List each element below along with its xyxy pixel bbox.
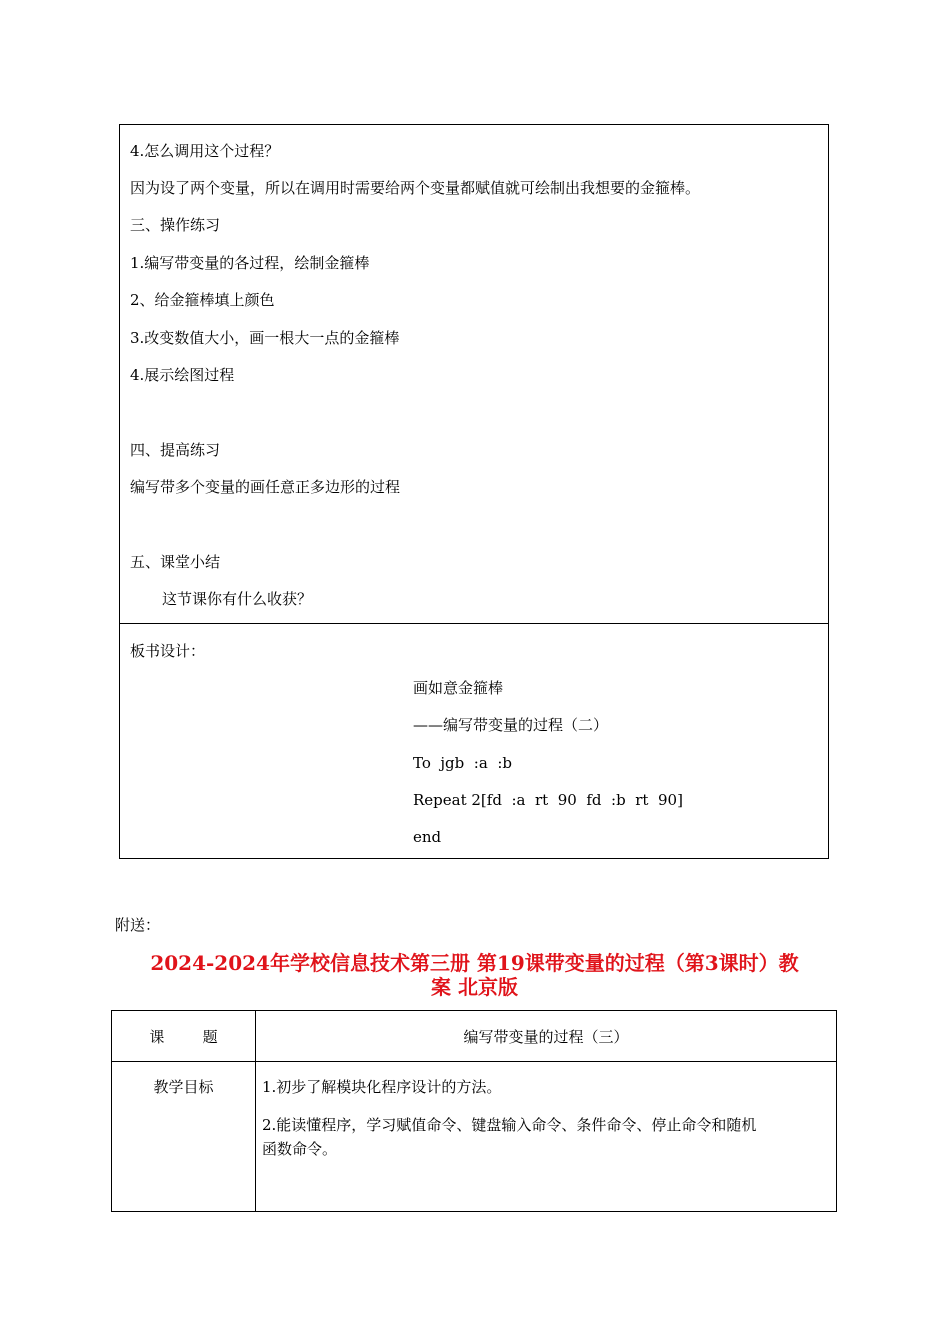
teaching-goal-item: 1.初步了解模块化程序设计的方法。 bbox=[262, 1078, 502, 1096]
section-heading-summary: 五、课堂小结 bbox=[130, 553, 221, 571]
board-title: 画如意金箍棒 bbox=[413, 679, 504, 697]
teaching-goal-item: 2.能读懂程序，学习赋值命令、键盘输入命令、条件命令、停止命令和随机 bbox=[262, 1116, 757, 1134]
board-code-line: Repeat 2[fd :a rt 90 fd :b rt 90] bbox=[413, 791, 683, 809]
practice-item: 4.展示绘图过程 bbox=[130, 366, 235, 384]
teaching-goal-item-cont: 函数命令。 bbox=[262, 1140, 338, 1158]
teaching-goals-label: 教学目标 bbox=[153, 1078, 214, 1096]
topic-value: 编写带变量的过程（三） bbox=[463, 1028, 629, 1046]
board-code-line: To jgb :a :b bbox=[413, 754, 512, 772]
topic-label: 课 题 bbox=[149, 1028, 218, 1046]
lesson-table-lower bbox=[111, 1010, 837, 1212]
appendix-label: 附送： bbox=[115, 916, 161, 934]
lesson-table-upper bbox=[119, 124, 829, 859]
document-title-line1: 2024-2024年学校信息技术第三册 第19课带变量的过程（第3课时）教 bbox=[150, 951, 799, 975]
row-divider bbox=[112, 1061, 836, 1062]
summary-question: 这节课你有什么收获？ bbox=[162, 590, 313, 608]
practice-item: 2、给金箍棒填上颜色 bbox=[130, 291, 275, 309]
section-heading-advanced: 四、提高练习 bbox=[130, 441, 221, 459]
answer-line: 因为设了两个变量，所以在调用时需要给两个变量都赋值就可绘制出我想要的金箍棒。 bbox=[130, 179, 701, 197]
board-design-label: 板书设计： bbox=[130, 642, 206, 660]
practice-item: 3.改变数值大小，画一根大一点的金箍棒 bbox=[130, 329, 400, 347]
section-heading-practice: 三、操作练习 bbox=[130, 216, 221, 234]
board-code-line: end bbox=[413, 828, 442, 846]
board-subtitle: ——编写带变量的过程（二） bbox=[413, 716, 609, 734]
advanced-item: 编写带多个变量的画任意正多边形的过程 bbox=[130, 478, 401, 496]
document-title-line2: 案 北京版 bbox=[431, 975, 518, 999]
practice-item: 1.编写带变量的各过程，绘制金箍棒 bbox=[130, 254, 370, 272]
question-line: 4.怎么调用这个过程？ bbox=[130, 142, 280, 160]
table-divider bbox=[120, 623, 828, 624]
